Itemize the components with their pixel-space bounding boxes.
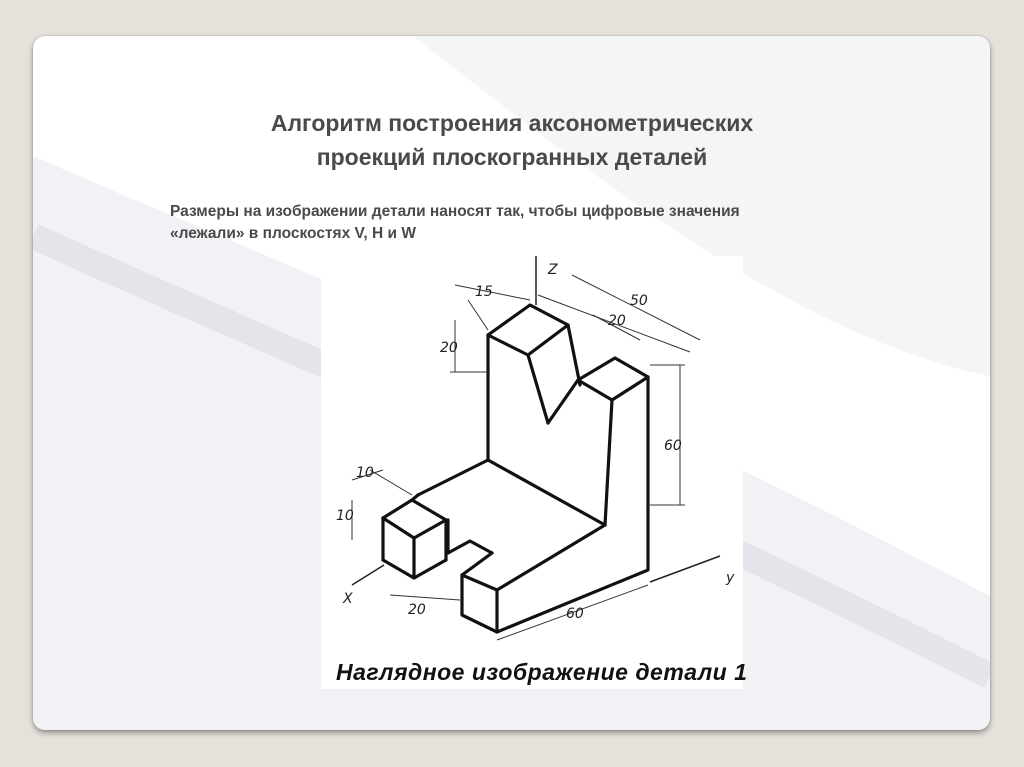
figure-caption: Наглядное изображение детали 1	[336, 659, 748, 685]
slide-title-line-1: Алгоритм построения аксонометрических	[270, 110, 754, 136]
subtitle-line-2: «лежали» в плоскостях V, H и W	[170, 225, 416, 242]
axonometric-drawing	[321, 256, 743, 689]
dim-10-side: 10	[336, 508, 354, 524]
dim-15: 15	[475, 284, 493, 300]
dim-10-top: 10	[356, 465, 374, 481]
axis-y-label: y	[726, 570, 735, 586]
dim-60-bottom: 60	[566, 606, 584, 622]
part-outline	[383, 305, 648, 632]
dim-20-bottom: 20	[408, 602, 426, 618]
axis-x-label: X	[343, 591, 353, 607]
dim-60-right: 60	[664, 438, 682, 454]
drawing-area	[321, 256, 743, 689]
slide-title-line-2: проекций плоскогранных деталей	[316, 144, 708, 170]
dim-50: 50	[630, 293, 648, 309]
dim-20-left: 20	[440, 340, 458, 356]
dim-20-top: 20	[608, 313, 626, 329]
subtitle-line-1: Размеры на изображении детали наносят так, чтобы цифровые значения	[170, 203, 740, 220]
axis-lines	[352, 256, 720, 585]
axis-z-label: Z	[548, 262, 558, 278]
